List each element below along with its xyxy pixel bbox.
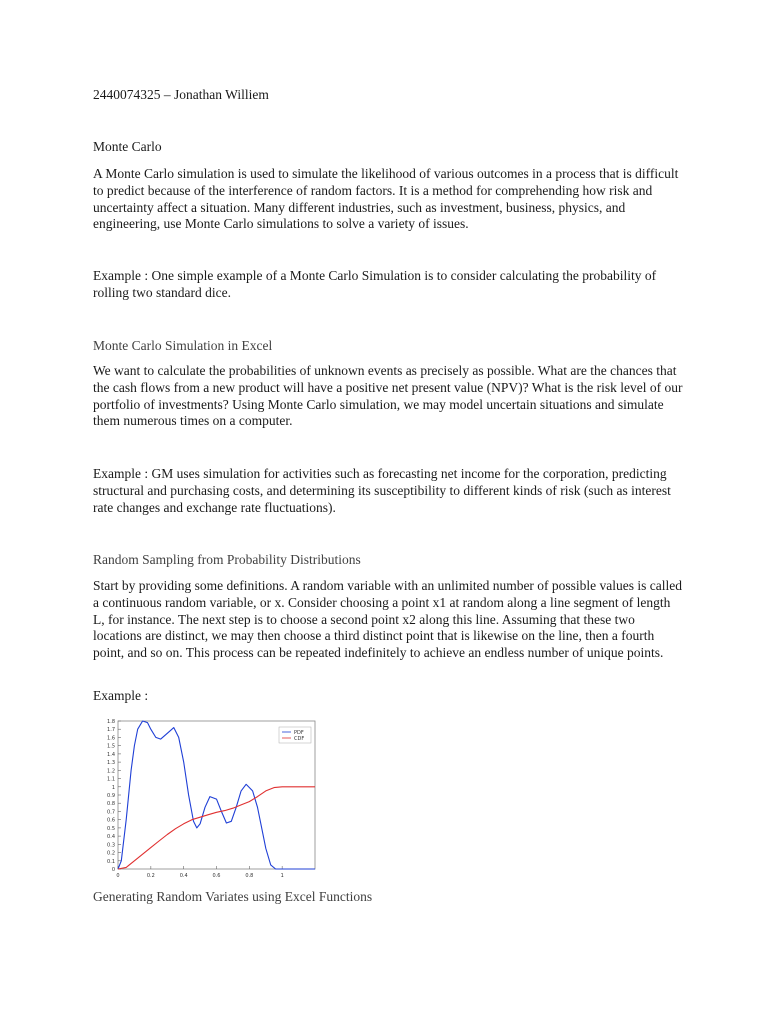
legend-label-cdf: CDF (294, 735, 305, 742)
y-tick-label: 0.1 (107, 858, 115, 865)
y-tick-label: 0.3 (107, 842, 115, 849)
y-tick-label: 1.7 (107, 727, 115, 734)
y-tick-label: 1.1 (107, 776, 115, 783)
y-tick-label: 0.9 (107, 793, 115, 799)
pdf-cdf-chart (93, 717, 323, 885)
y-tick-label: 1.6 (107, 735, 115, 742)
y-tick-label: 0.4 (107, 834, 115, 841)
y-tick-label: 0.6 (107, 817, 115, 824)
x-tick-label: 0.6 (212, 873, 221, 879)
chart-svg (93, 717, 323, 885)
y-tick-label: 0.5 (107, 825, 115, 832)
y-tick-label: 0.2 (107, 850, 115, 857)
author-line: 2440074325 – Jonathan Williem (93, 87, 269, 102)
paragraph-random-variable: Start by providing some definitions. A random variable with an unlimited number of possible values is called a continuous random variable, or x. Consider choosing a point x1 at random along a line segment of length L, for instance. The next step is to choose a second point x2 along this line. Assuming that these two locations are distinct, we may then choose a third distinct point that is likewise on the line, then a fourth point, and so on. This process can be repeated indefinitely to achieve an endless number of unique points. (93, 578, 683, 661)
paragraph-excel-intro: We want to calculate the probabilities of unknown events as precisely as possible. What are the chances that the cash flows from a new product will have a positive net present value (NPV)? What is the risk level of our portfolio of investments? Using Monte Carlo simulation, we may model uncertain situations and simulate them numerous times on a computer. (93, 363, 683, 429)
x-tick-label: 1 (280, 873, 284, 879)
y-tick-label: 1 (111, 784, 115, 791)
y-tick-label: 0.7 (107, 809, 115, 816)
legend-label-pdf: PDF (294, 729, 304, 736)
section-title-random-sampling: Random Sampling from Probability Distributions (93, 552, 361, 567)
y-tick-label: 0.8 (107, 801, 115, 808)
section-title-monte-carlo: Monte Carlo (93, 139, 162, 154)
x-tick-label: 0 (116, 873, 120, 879)
paragraph-dice-example: Example : One simple example of a Monte Carlo Simulation is to consider calculating the probability of rolling two standard dice. (93, 268, 657, 300)
y-tick-label: 1.2 (107, 768, 115, 775)
example-label: Example : (93, 688, 149, 703)
y-tick-label: 1.5 (107, 743, 115, 750)
paragraph-gm-example: Example : GM uses simulation for activities such as forecasting net income for the corporation, predicting structural and purchasing costs, and determining its susceptibility to different kinds of risk (such as interest rate changes and exchange rate fluctuations). (93, 466, 671, 515)
y-tick-label: 1.3 (107, 760, 115, 767)
x-tick-label: 0.4 (179, 873, 188, 879)
section-title-generating-variates: Generating Random Variates using Excel Functions (93, 889, 373, 904)
x-tick-label: 0.8 (245, 873, 254, 879)
y-tick-label: 0 (111, 867, 115, 873)
section-title-excel: Monte Carlo Simulation in Excel (93, 338, 273, 353)
y-tick-label: 1.4 (107, 751, 115, 758)
y-tick-label: 1.8 (107, 719, 115, 725)
paragraph-monte-carlo-definition: A Monte Carlo simulation is used to simulate the likelihood of various outcomes in a process that is difficult to predict because of the interference of random factors. It is a method for comprehending how risk and uncertainty affect a situation. Many different industries, such as investment, business, physics, and engineering, use Monte Carlo simulations to solve a variety of issues. (93, 166, 679, 232)
x-tick-label: 0.2 (146, 873, 155, 879)
